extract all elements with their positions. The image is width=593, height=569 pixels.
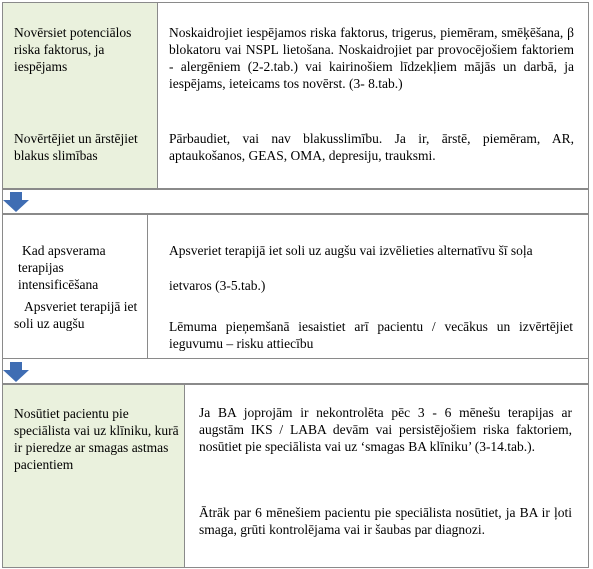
section3-right-p2: Ātrāk par 6 mēnešiem pacientu pie speciālista nosūtiet, ja BA ir ļoti smaga, grūti kontrolējama vai ir šaubas par diagnozi. [199,505,572,537]
arrow-row-1 [2,189,589,214]
section1-left2: Novērtējiet un ārstējiet blakus slimības [14,131,138,163]
section2-right-p2: Lēmuma pieņemšanā iesaistiet arī pacientu / vecākus un izvērtējiet ieguvumu – risku attiecību [169,319,573,351]
section3-left: Nosūtiet pacientu pie speciālista vai uz klīniku, kurā ir pieredze ar smagas astmas pacientiem [14,406,179,472]
arrow-down-icon [3,362,29,382]
arrow-down-icon [3,192,29,212]
section1-left1: Novērsiet potenciālos riska faktorus, ja iespējams [14,25,132,74]
section2-right-p1b: ietvaros (3-5.tab.) [169,278,266,293]
section2-right-p1: Apsveriet terapijā iet soli uz augšu vai izvēlieties alternatīvu šī soļa [169,243,533,258]
section3-right-p1: Ja BA joprojām ir nekontrolēta pēc 3 - 6 mēnešu terapijas ar augstām IKS / LABA devām vai persistējošiem riska faktoriem, nosūtiet pie speciālista vai uz ‘smagas BA klīniku’ (3-14.tab.). [199,405,572,454]
section1-right2: Pārbaudiet, vai nav blakusslimību. Ja ir, ārstē, piemēram, AR, aptaukošanos, GEAS, OMA, depresiju, trauksmi. [169,131,574,163]
section2-left-line2: Apsveriet terapijā iet soli uz augšu [14,299,138,331]
section1-right1: Noskaidrojiet iespējamos riska faktorus, trigerus, piemēram, smēķēšana, β blokatoru vai NSPL lietošana. Noskaidrojiet par provocējošiem faktoriem - alergēniem (2-2.tab.) vai kairinošiem līdzekļiem mājās un darbā, ja iespējams, ieteicams tos novērst. (3- 8.tab.) [169,25,574,91]
section2-left-line1: Kad apsverama terapijas intensificēšana [18,243,106,292]
arrow-row-2 [2,358,589,384]
